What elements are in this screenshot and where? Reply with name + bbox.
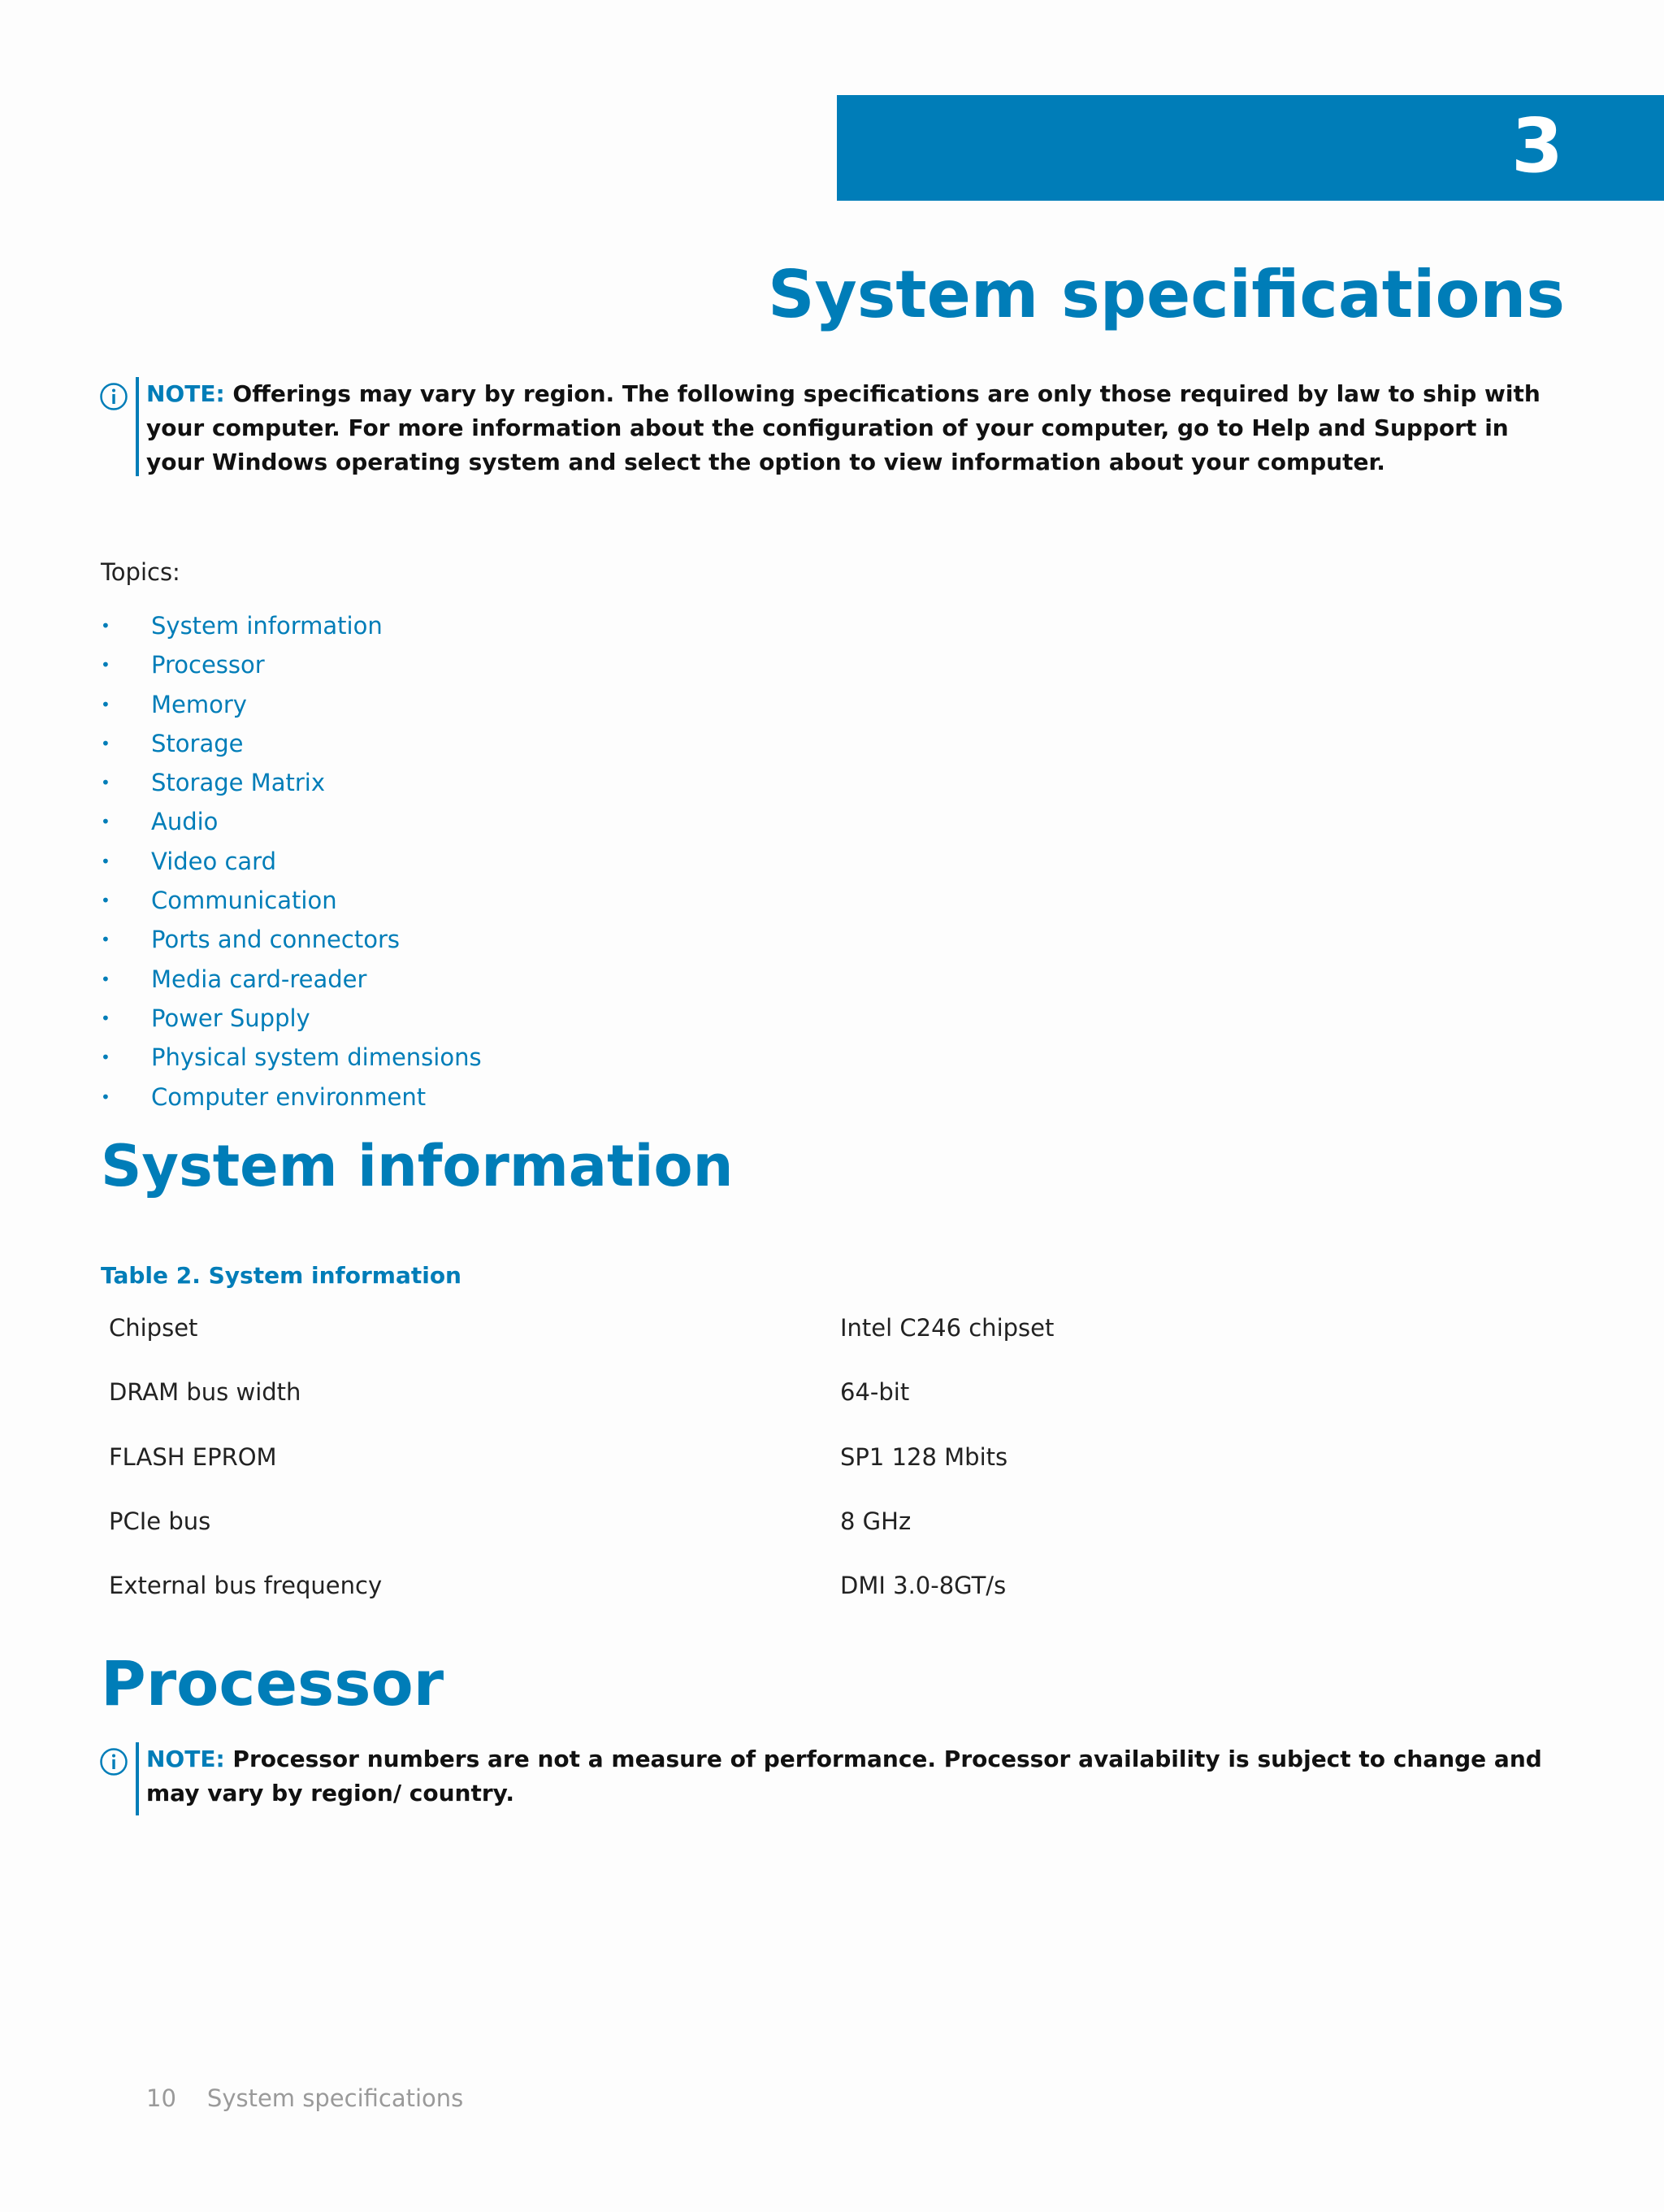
topic-link-label: Storage Matrix [151,769,325,797]
topic-link-label: Processor [151,651,265,679]
bullet: • [101,812,110,832]
table-row [101,1438,1571,1502]
bullet: • [101,655,110,675]
row-value: SP1 128 Mbits [840,1442,1008,1471]
bullet: • [101,1047,110,1068]
bullet: • [101,616,110,635]
topic-link-label: Storage [151,729,244,757]
bullet: • [101,969,110,989]
info-circle-icon [99,382,128,411]
topic-link-video-card[interactable] [101,842,482,881]
topic-link-label: System information [151,612,383,640]
topic-link-physical-system-dimensions[interactable] [101,1038,482,1077]
bullet: • [101,1086,110,1107]
topic-link-storage[interactable] [101,724,482,763]
note-bar [136,377,139,476]
bullet: • [101,891,110,911]
note-bar [136,1742,139,1815]
topic-link-label: Video card [151,847,277,875]
topic-link-power-supply[interactable] [101,999,482,1038]
topic-link-label: Media card-reader [151,965,367,993]
topic-link-label: Audio [151,808,219,836]
row-value: Intel C246 chipset [840,1314,1055,1342]
topic-link-label: Ports and connectors [151,926,400,954]
row-value: DMI 3.0-8GT/s [840,1572,1007,1600]
topic-link-memory[interactable] [101,685,482,724]
row-value: 8 GHz [840,1507,912,1535]
row-key: Chipset [109,1314,198,1342]
topic-link-label: Memory [151,690,247,718]
system-information-table [101,1308,1571,1630]
bullet: • [101,773,110,793]
info-circle-icon [99,1747,128,1776]
bullet: • [101,930,110,950]
topic-link-label: Power Supply [151,1004,310,1032]
topic-link-storage-matrix[interactable] [101,763,482,802]
section-title-system-information: System information [101,1133,734,1199]
table-row [101,1566,1571,1630]
bullet: • [101,851,110,871]
topic-link-label: Computer environment [151,1082,427,1111]
page-number: 10 [146,2084,176,2112]
topic-link-processor[interactable] [101,645,482,684]
topic-link-audio[interactable] [101,802,482,841]
topic-link-media-card-reader[interactable] [101,960,482,999]
note-label: NOTE: [146,380,225,407]
footer-section-title: System specifications [206,2084,464,2112]
row-key: External bus frequency [109,1572,383,1600]
note-text [146,1742,1568,1811]
topics-label: Topics: [101,558,180,586]
bullet: • [101,1008,110,1028]
note-label: NOTE: [146,1746,225,1772]
topic-link-communication[interactable] [101,881,482,920]
chapter-title: System specifications [768,257,1565,332]
table-row [101,1373,1571,1437]
table-row [101,1308,1571,1373]
note-processor [99,1742,1570,1817]
chapter-number: 3 [1510,102,1563,189]
chapter-band [837,95,1664,201]
topic-link-system-information[interactable] [101,606,482,645]
topic-link-label: Physical system dimensions [151,1043,482,1072]
row-key: FLASH EPROM [109,1442,277,1471]
topics-list [101,606,482,1117]
table-row [101,1502,1571,1566]
page-footer [146,2079,463,2118]
note-body: Offerings may vary by region. The following specifications are only those required by law to ship with your computer. For more information about the configuration of your computer, go to Help and Support in your Windows operating system and select the option to view information about your computer. [146,380,1540,475]
note-offerings [99,377,1570,484]
bullet: • [101,733,110,753]
table-caption: Table 2. System information [101,1262,462,1289]
note-body: Processor numbers are not a measure of performance. Processor availability is subject to change and may vary by region/ country. [146,1746,1542,1806]
bullet: • [101,694,110,714]
topic-link-computer-environment[interactable] [101,1078,482,1117]
row-key: DRAM bus width [109,1378,301,1407]
row-key: PCIe bus [109,1507,211,1535]
topic-link-label: Communication [151,887,337,915]
note-text [146,377,1568,479]
row-value: 64-bit [840,1378,910,1407]
section-title-processor: Processor [101,1647,444,1720]
topic-link-ports-and-connectors[interactable] [101,920,482,959]
